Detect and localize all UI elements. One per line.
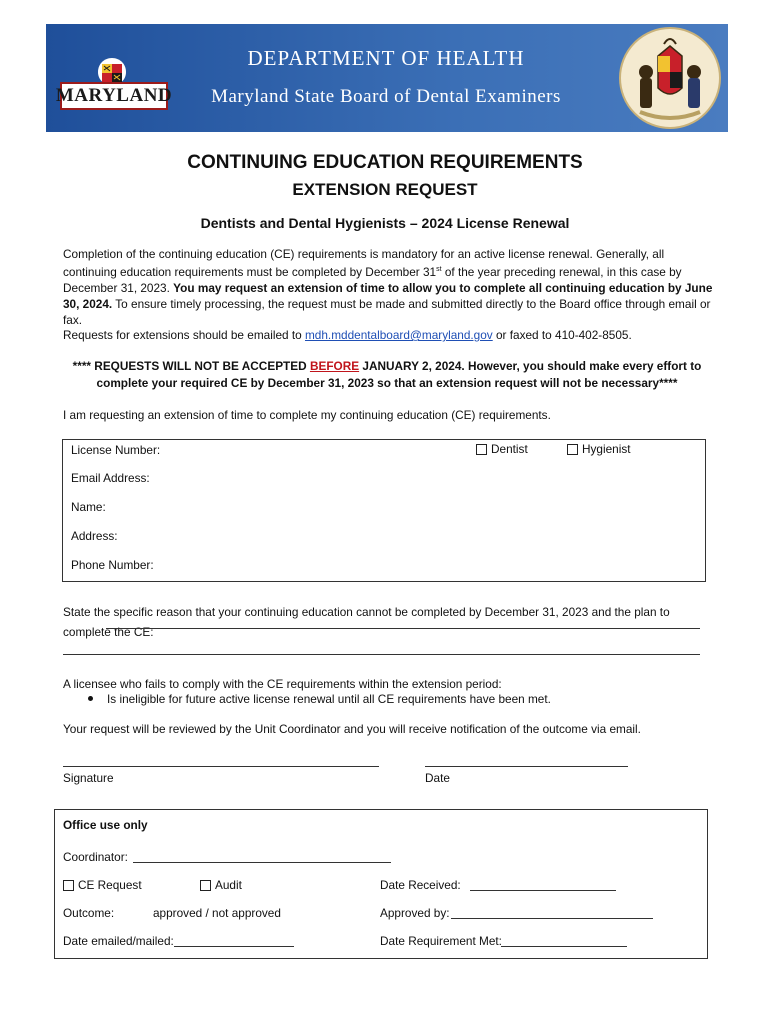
address-label: Address: bbox=[71, 529, 118, 543]
intro-bold: You may request an extension of time to allow you to complete all continuing education by June 30, 2024. bbox=[63, 280, 713, 311]
submission-text-b: or faxed to 410-402-8505. bbox=[492, 328, 632, 342]
dentist-option[interactable] bbox=[476, 442, 528, 456]
coordinator-label: Coordinator: bbox=[63, 850, 128, 864]
submission-text-a: Requests for extensions should be emailed to bbox=[63, 328, 305, 342]
maryland-seal-icon bbox=[618, 26, 722, 130]
ce-request-label: CE Request bbox=[78, 878, 142, 892]
intro-text-a: Completion of the continuing education (CE) requirements is mandatory for an active license renewal. Generally, all continuing education requirements must be completed by December 31 bbox=[63, 247, 665, 279]
warning-before: BEFORE bbox=[309, 359, 360, 373]
applicant-info-box bbox=[62, 439, 706, 582]
date-label: Date bbox=[425, 771, 450, 785]
intro-text-c: To ensure timely processing, the request must be made and submitted directly to the Board office through email or fax. bbox=[63, 296, 711, 327]
submission-paragraph bbox=[63, 327, 713, 343]
reason-prompt: State the specific reason that your continuing education cannot be completed by December 31, 2023 and the plan to complete the CE: bbox=[63, 605, 670, 639]
ce-request-option[interactable] bbox=[63, 878, 142, 892]
ce-request-checkbox[interactable] bbox=[63, 880, 74, 891]
email-address-label: Email Address: bbox=[71, 471, 150, 485]
date-line[interactable] bbox=[425, 766, 628, 767]
renewal-heading: Dentists and Dental Hygienists – 2024 License Renewal bbox=[200, 215, 570, 231]
bullet-dot-icon bbox=[88, 696, 93, 701]
deadline-warning bbox=[56, 358, 718, 391]
office-use-box bbox=[54, 809, 708, 959]
intro-paragraph bbox=[63, 246, 713, 328]
review-statement: Your request will be reviewed by the Unit Coordinator and you will receive notification of the outcome via email. bbox=[63, 722, 641, 736]
hygienist-checkbox[interactable] bbox=[567, 444, 578, 455]
office-use-title: Office use only bbox=[63, 818, 148, 832]
date-requirement-met-label: Date Requirement Met: bbox=[380, 934, 502, 948]
form-title: CONTINUING EDUCATION REQUIREMENTS bbox=[187, 152, 583, 173]
phone-number-label: Phone Number: bbox=[71, 558, 154, 572]
reason-line-1[interactable] bbox=[106, 628, 700, 629]
board-email-link[interactable]: mdh.mddentalboard@maryland.gov bbox=[304, 328, 493, 342]
date-received-line[interactable] bbox=[470, 890, 616, 891]
date-emailed-line[interactable] bbox=[174, 946, 294, 947]
failure-lead: A licensee who fails to comply with the CE requirements within the extension period: bbox=[63, 677, 502, 691]
audit-checkbox[interactable] bbox=[200, 880, 211, 891]
intro-text-b: of the year preceding renewal, in this case by December 31, 2023. bbox=[63, 264, 682, 295]
maryland-logo-text: MARYLAND bbox=[60, 82, 168, 110]
form-subtitle: EXTENSION REQUEST bbox=[292, 180, 478, 199]
maryland-logo bbox=[55, 56, 173, 114]
date-emailed-label: Date emailed/mailed: bbox=[63, 934, 174, 948]
dentist-label: Dentist bbox=[491, 442, 528, 456]
approved-by-line[interactable] bbox=[451, 918, 653, 919]
hygienist-label: Hygienist bbox=[582, 442, 631, 456]
request-statement: I am requesting an extension of time to complete my continuing education (CE) requirements. bbox=[63, 408, 551, 422]
failure-bullet bbox=[88, 692, 551, 706]
header-banner bbox=[46, 24, 728, 132]
failure-bullet-text: Is ineligible for future active license renewal until all CE requirements have been met. bbox=[107, 692, 551, 706]
name-label: Name: bbox=[71, 500, 106, 514]
signature-line[interactable] bbox=[63, 766, 379, 767]
audit-label: Audit bbox=[215, 878, 242, 892]
warning-text-b: JANUARY 2, 2024. However, you should make every effort to complete your required CE by December 31, 2023 so that an extension request will not be necessary**** bbox=[96, 359, 702, 390]
approval-options[interactable]: approved / not approved bbox=[153, 906, 281, 920]
intro-superscript: st bbox=[436, 266, 442, 273]
license-number-label: License Number: bbox=[71, 443, 161, 457]
department-title: DEPARTMENT OF HEALTH bbox=[247, 46, 525, 70]
coordinator-line[interactable] bbox=[133, 862, 391, 863]
signature-label: Signature bbox=[63, 771, 114, 785]
date-requirement-met-line[interactable] bbox=[501, 946, 627, 947]
dentist-checkbox[interactable] bbox=[476, 444, 487, 455]
board-title: Maryland State Board of Dental Examiners bbox=[211, 86, 561, 107]
hygienist-option[interactable] bbox=[567, 442, 631, 456]
approved-by-label: Approved by: bbox=[380, 906, 450, 920]
audit-option[interactable] bbox=[200, 878, 242, 892]
reason-line-2[interactable] bbox=[63, 654, 700, 655]
outcome-label: Outcome: bbox=[63, 906, 115, 920]
date-received-label: Date Received: bbox=[380, 878, 461, 892]
warning-text-a: **** REQUESTS WILL NOT BE ACCEPTED bbox=[72, 359, 310, 373]
